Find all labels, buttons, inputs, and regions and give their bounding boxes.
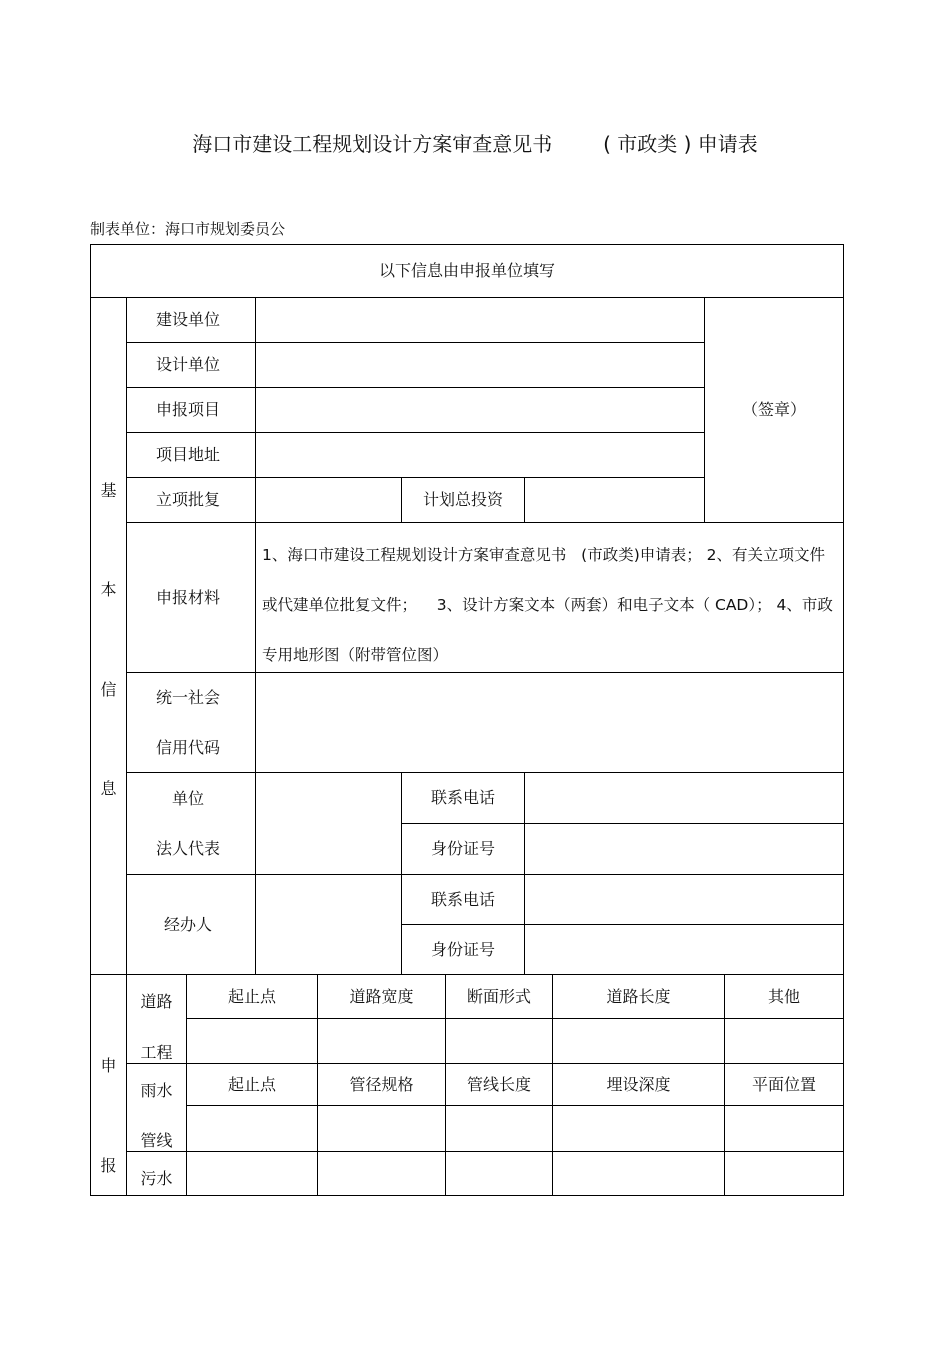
section-label-char: 本: [100, 580, 117, 599]
grid-line: [186, 1105, 844, 1106]
rain-label-line2: 管线: [140, 1131, 173, 1150]
form-title: 海口市建设工程规划设计方案审查意见书 ( 市政类 ) 申请表: [192, 132, 758, 156]
road-col-header: 起止点: [227, 986, 276, 1006]
project-label: 申报项目: [155, 400, 220, 419]
materials-label: 申报材料: [155, 587, 220, 607]
address-label: 项目地址: [155, 445, 220, 464]
investment-label: 计划总投资: [422, 490, 503, 509]
credit-code-label-line2: 信用代码: [155, 737, 220, 757]
rain-col-header: 起止点: [227, 1074, 276, 1094]
seal-area: （签章）: [741, 400, 806, 419]
grid-line: [186, 1018, 844, 1019]
road-label-line2: 工程: [140, 1043, 173, 1062]
table-bottom-border: [90, 1195, 844, 1196]
issuing-unit: 制表单位：海口市规划委员公: [90, 220, 286, 238]
grid-line: [126, 1151, 844, 1152]
approval-label: 立项批复: [155, 490, 220, 509]
rain-col-header: 平面位置: [751, 1074, 816, 1094]
road-col-header: 其他: [767, 986, 800, 1006]
grid-line: [524, 477, 525, 522]
table-header: 以下信息由申报单位填写: [378, 261, 555, 280]
legal-rep-id-label: 身份证号: [430, 839, 495, 858]
rain-col-header: 管径规格: [349, 1074, 414, 1094]
handler-id-label: 身份证号: [430, 939, 495, 959]
legal-rep-label-line2: 法人代表: [155, 838, 220, 858]
designer-label: 设计单位: [155, 355, 220, 374]
sewage-label: 污水: [140, 1169, 173, 1188]
credit-code-label-line1: 统一社会: [155, 687, 220, 707]
materials-text: 1、海口市建设工程规划设计方案审查意见书 (市政类)申请表； 2、有关立项文件或代建单位批复文件； 3、设计方案文本（两套）和电子文本（ CAD）； 4、市政专用地形图（附带管位图）: [262, 546, 833, 664]
legal-rep-label-line1: 单位: [171, 788, 204, 808]
handler-phone-label: 联系电话: [430, 889, 495, 909]
credit-code-label: [127, 673, 249, 772]
road-col-header: 断面形式: [466, 986, 531, 1006]
builder-label: 建设单位: [155, 310, 220, 329]
grid-line: [255, 297, 256, 974]
legal-rep-label: [127, 773, 249, 874]
rain-col-header: 管线长度: [466, 1074, 531, 1094]
section-label-char: 基: [100, 481, 117, 500]
section-label-char: 信: [100, 680, 117, 699]
rain-label-line1: 雨水: [140, 1081, 173, 1100]
handler-label: 经办人: [163, 914, 212, 934]
section-label-char: 息: [100, 779, 117, 798]
legal-rep-phone-label: 联系电话: [430, 788, 495, 807]
table-right-border: [843, 244, 844, 1196]
road-label-line1: 道路: [140, 992, 173, 1011]
road-col-header: 道路长度: [606, 986, 671, 1006]
road-col-header: 道路宽度: [349, 986, 414, 1006]
section-label-char: 报: [100, 1156, 117, 1175]
grid-line: [524, 772, 525, 974]
rain-col-header: 埋设深度: [606, 1074, 671, 1094]
section-label-char: 申: [100, 1056, 117, 1075]
